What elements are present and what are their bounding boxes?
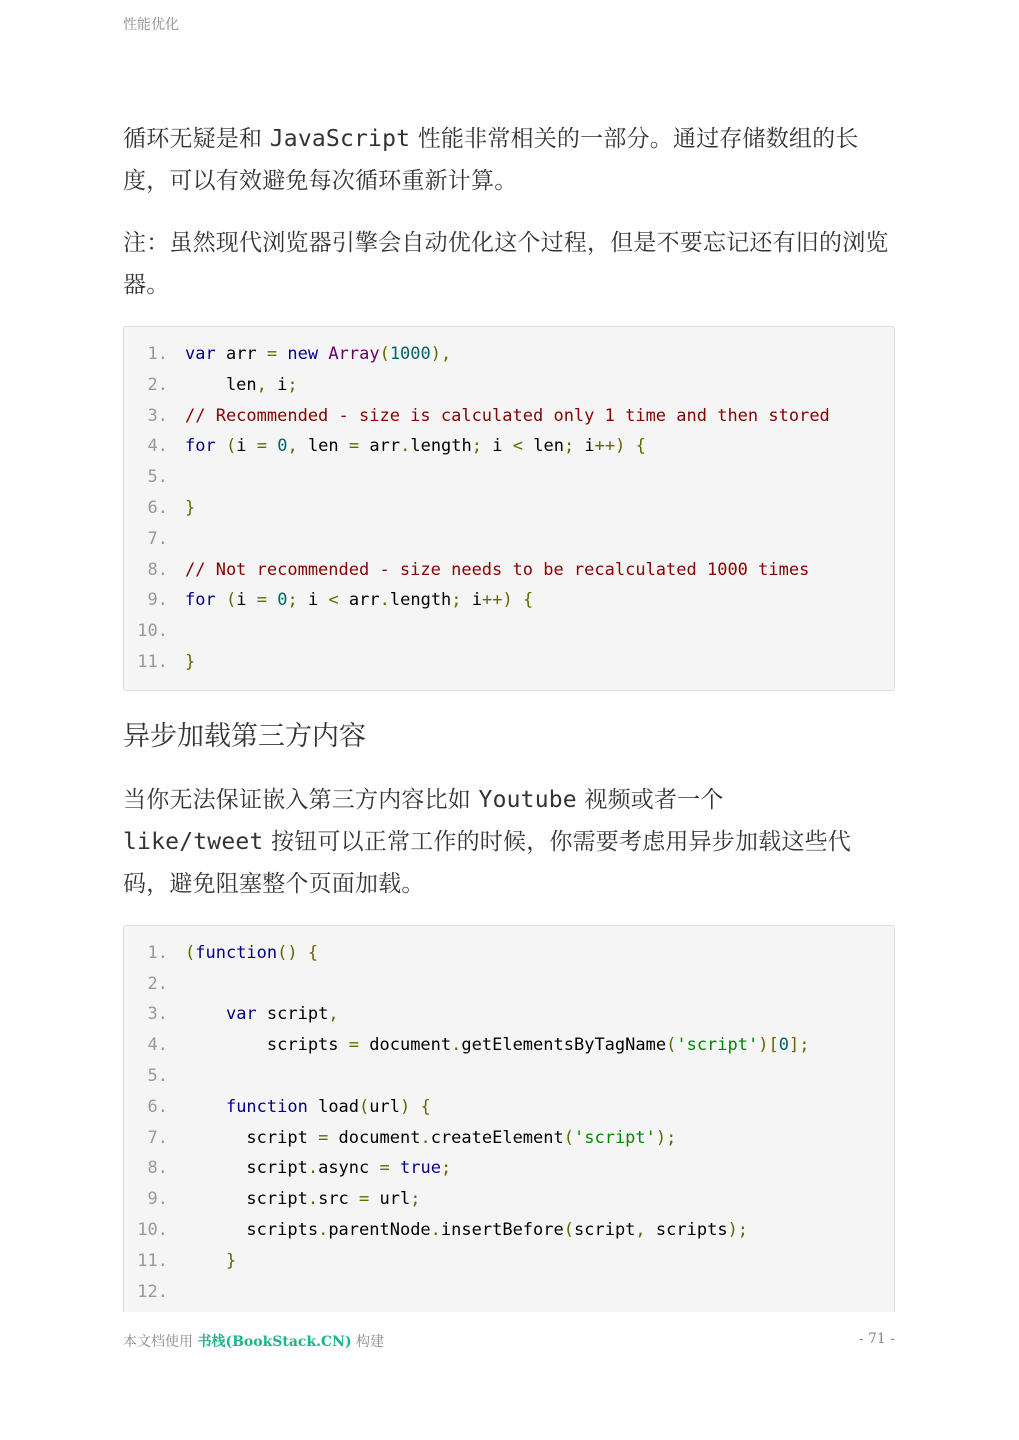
line-number: 11. — [137, 1250, 168, 1271]
line-number: 6. — [147, 497, 168, 518]
page-content — [123, 118, 895, 1328]
line-number: 2. — [147, 374, 168, 395]
text: 性能非常相关的一部分。通过存储数组的长度，可以有效避免每次循环重新计算。 — [123, 126, 859, 194]
line-number: 10. — [137, 621, 168, 642]
line-number: 1. — [147, 942, 168, 963]
code-text: function load(url) { — [225, 1096, 431, 1117]
code-line — [124, 555, 894, 586]
code-block-loop — [123, 326, 895, 691]
code-text: script.async = true; — [185, 1158, 452, 1179]
page-number: - 71 - — [858, 1331, 895, 1347]
running-header: 性能优化 — [123, 17, 179, 33]
text: 循环无疑是和 — [123, 126, 270, 152]
code-line — [124, 1184, 894, 1215]
paragraph-note: 注：虽然现代浏览器引擎会自动优化这个过程，但是不要忘记还有旧的浏览器。 — [123, 230, 889, 298]
inline-code: like/tweet — [123, 828, 264, 855]
line-number: 8. — [147, 1158, 168, 1179]
code-line — [124, 938, 894, 969]
code-text: len, i; — [185, 374, 298, 395]
code-line — [124, 370, 894, 401]
code-text: (function() { — [185, 942, 319, 963]
code-text: script = document.createElement('script'); — [185, 1127, 677, 1148]
line-number: 1. — [147, 344, 168, 364]
code-line — [124, 999, 894, 1030]
line-number: 9. — [147, 1189, 168, 1210]
code-line — [124, 1215, 894, 1246]
line-number: 10. — [137, 1219, 168, 1240]
code-text: var arr = new Array(1000), — [185, 344, 452, 364]
line-number: 4. — [147, 1035, 168, 1056]
code-line — [124, 462, 894, 493]
code-line — [124, 585, 894, 616]
code-block-async — [123, 925, 895, 1312]
code-text: // Recommended - size is calculated only 1 time and then stored — [185, 405, 830, 426]
code-text: scripts.parentNode.insertBefore(script, scripts); — [185, 1219, 749, 1240]
code-line — [124, 1246, 894, 1277]
footer-brand-link[interactable]: 书栈(BookStack.CN) — [197, 1334, 352, 1350]
inline-code: JavaScript — [269, 126, 411, 152]
line-number: 2. — [147, 973, 168, 994]
line-number: 3. — [147, 1004, 168, 1025]
line-number: 4. — [147, 436, 168, 457]
code-text: script.src = url; — [185, 1189, 421, 1210]
page-footer — [123, 1331, 895, 1351]
code-text: scripts = document.getElementsByTagName('script')[0]; — [185, 1035, 810, 1056]
line-number: 5. — [147, 467, 168, 488]
code-line — [124, 1061, 894, 1092]
line-number: 9. — [147, 590, 168, 611]
code-text: for (i = 0; i < arr.length; i++) { — [185, 590, 534, 611]
code-line — [124, 1123, 894, 1154]
code-line — [124, 339, 894, 370]
code-line — [124, 969, 894, 1000]
line-number: 11. — [137, 651, 168, 672]
code-line — [124, 1092, 894, 1123]
footer-text: 构建 — [351, 1334, 385, 1350]
code-line — [124, 1030, 894, 1061]
line-number: 6. — [147, 1096, 168, 1117]
code-line — [124, 647, 894, 678]
code-text: } — [185, 497, 196, 518]
code-line — [124, 401, 894, 432]
code-line — [124, 1153, 894, 1184]
line-number: 3. — [147, 405, 168, 426]
code-text: // Not recommended - size needs to be recalculated 1000 times — [185, 559, 810, 580]
line-number: 8. — [147, 559, 168, 580]
line-number: 7. — [147, 528, 168, 549]
text: 按钮可以正常工作的时候，你需要考虑用异步加载这些代码，避免阻塞整个页面加载。 — [123, 828, 851, 897]
code-text: for (i = 0, len = arr.length; i < len; i++) { — [185, 436, 646, 457]
paragraph-async-intro — [123, 779, 895, 905]
code-line — [124, 431, 894, 462]
text: 视频或者一个 — [576, 786, 724, 813]
line-number: 7. — [147, 1127, 168, 1148]
text: 当你无法保证嵌入第三方内容比如 — [123, 786, 479, 813]
code-line — [124, 493, 894, 524]
code-text: var script, — [225, 1004, 339, 1025]
code-line — [124, 1277, 894, 1308]
inline-code: Youtube — [478, 786, 577, 813]
section-heading: 异步加载第三方内容 — [123, 720, 366, 752]
code-line — [124, 616, 894, 647]
footer-text: 本文档使用 — [123, 1334, 198, 1350]
line-number: 5. — [147, 1065, 168, 1086]
code-text: } — [225, 1250, 237, 1271]
code-line — [124, 524, 894, 555]
paragraph-loop-intro — [123, 118, 895, 202]
code-text: } — [185, 651, 196, 672]
line-number: 12. — [137, 1281, 168, 1302]
